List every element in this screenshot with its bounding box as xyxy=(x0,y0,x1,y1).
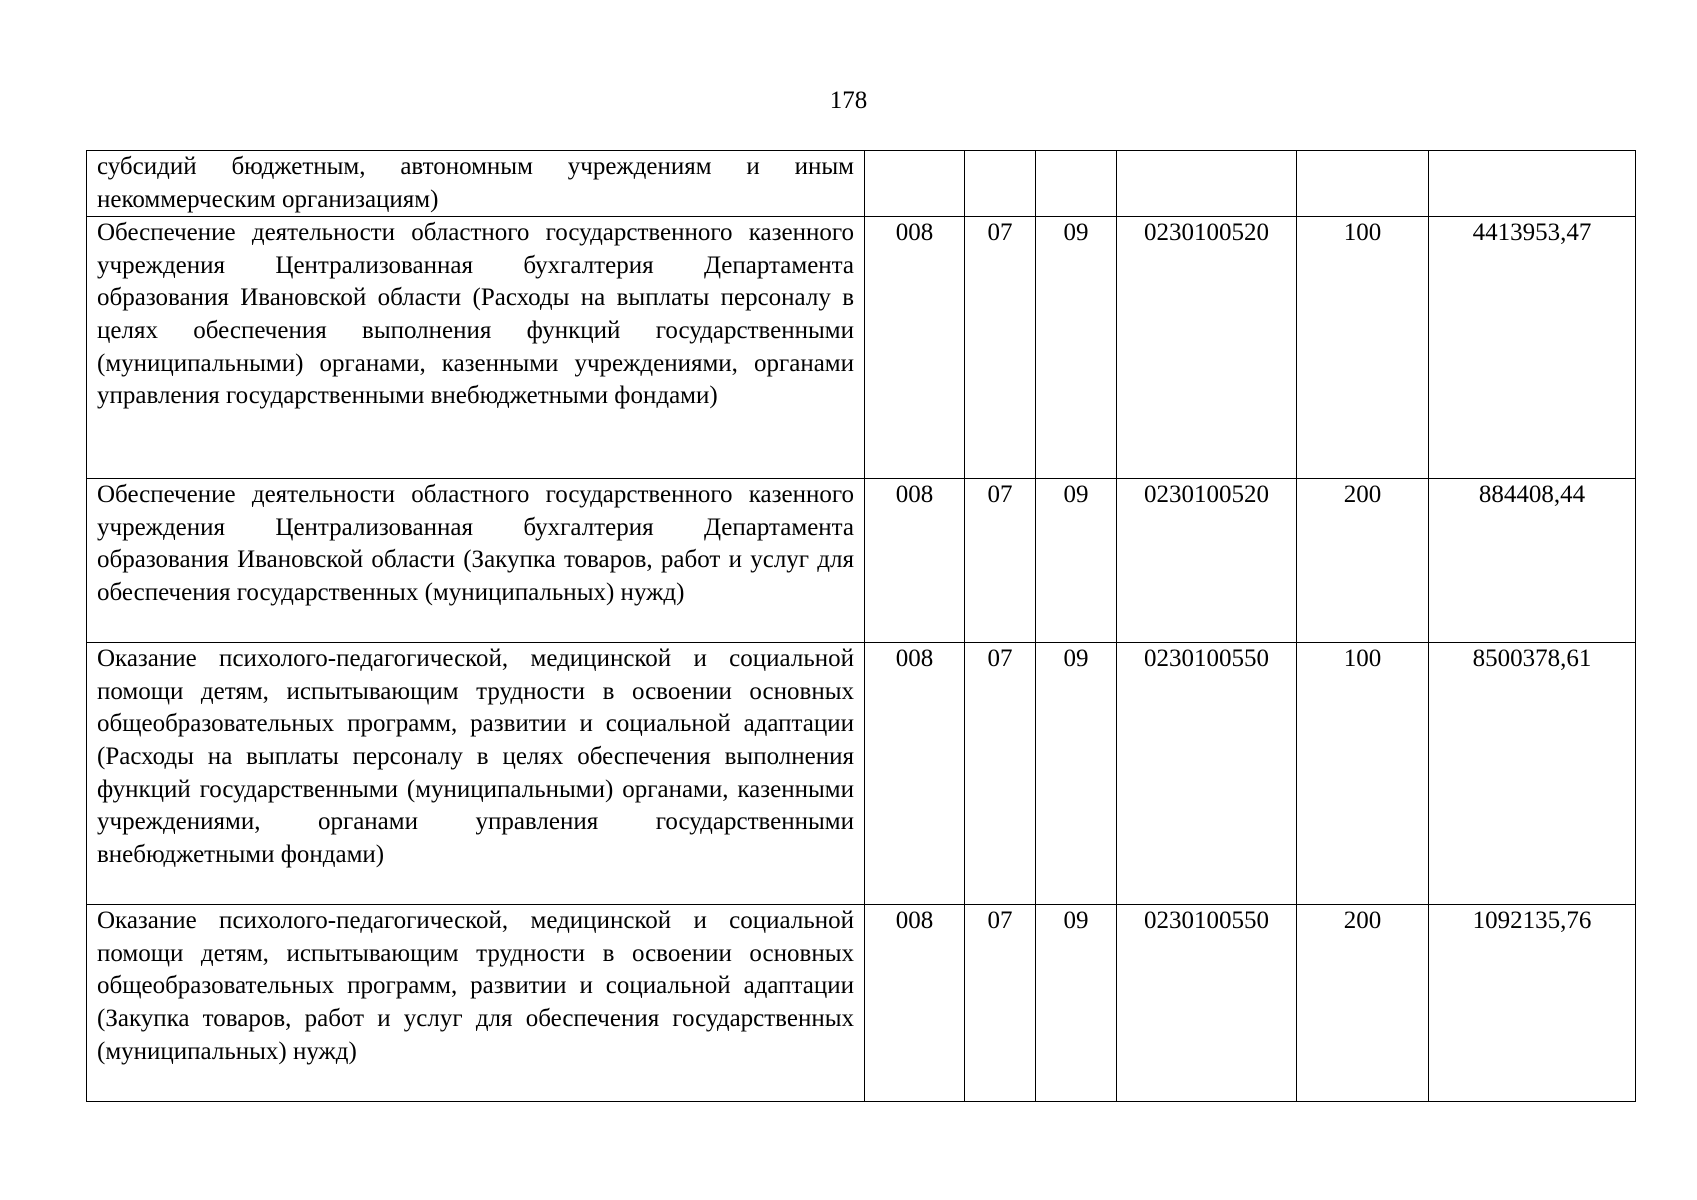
subsection-code: 09 xyxy=(1036,643,1117,905)
section-code: 07 xyxy=(965,905,1036,1102)
expense-type-code: 200 xyxy=(1297,905,1429,1102)
table-row xyxy=(87,643,1636,905)
row-description: Обеспечение деятельности областного государственного казенного учреждения Централизованная бухгалтерия Департамента образования Ивановской области (Расходы на выплаты персоналу в целях обеспечения выполнения функций государственными (муниципальными) органами, казенными учреждениями, органами управления государственными внебюджетными фондами) xyxy=(97,219,854,410)
target-article-code: 0230100520 xyxy=(1117,217,1297,479)
ministry-code: 008 xyxy=(865,479,965,643)
table-row xyxy=(87,479,1636,643)
expense-type-code: 100 xyxy=(1297,643,1429,905)
row-description-cell xyxy=(87,905,865,1102)
expense-type-code xyxy=(1297,151,1429,217)
section-code: 07 xyxy=(965,217,1036,479)
section-code: 07 xyxy=(965,643,1036,905)
subsection-code xyxy=(1036,151,1117,217)
target-article-code: 0230100520 xyxy=(1117,479,1297,643)
subsection-code: 09 xyxy=(1036,905,1117,1102)
expense-type-code: 200 xyxy=(1297,479,1429,643)
expense-type-code: 100 xyxy=(1297,217,1429,479)
row-description: Обеспечение деятельности областного государственного казенного учреждения Централизованная бухгалтерия Департамента образования Ивановской области (Закупка товаров, работ и услуг для обеспечения государственных (муниципальных) нужд) xyxy=(97,481,854,606)
row-description-cell xyxy=(87,643,865,905)
amount: 1092135,76 xyxy=(1429,905,1636,1102)
amount: 4413953,47 xyxy=(1429,217,1636,479)
section-code: 07 xyxy=(965,479,1036,643)
amount xyxy=(1429,151,1636,217)
subsection-code: 09 xyxy=(1036,217,1117,479)
row-description-cell xyxy=(87,479,865,643)
target-article-code xyxy=(1117,151,1297,217)
row-description: Оказание психолого-педагогической, медицинской и социальной помощи детям, испытывающим трудности в освоении основных общеобразовательных программ, развитии и социальной адаптации (Закупка товаров, работ и услуг для обеспечения государственных (муниципальных) нужд) xyxy=(97,907,854,1065)
ministry-code: 008 xyxy=(865,643,965,905)
budget-table xyxy=(86,150,1636,1102)
table-row xyxy=(87,151,1636,217)
subsection-code: 09 xyxy=(1036,479,1117,643)
row-description-cell xyxy=(87,151,865,217)
row-description: Оказание психолого-педагогической, медицинской и социальной помощи детям, испытывающим трудности в освоении основных общеобразовательных программ, развитии и социальной адаптации (Расходы на выплаты персоналу в целях обеспечения выполнения функций государственными (муниципальными) органами, казенными учреждениями, органами управления государственными внебюджетными фондами) xyxy=(97,645,854,868)
ministry-code: 008 xyxy=(865,905,965,1102)
row-description: субсидий бюджетным, автономным учреждениям и иным некоммерческим организациям) xyxy=(97,153,854,213)
ministry-code: 008 xyxy=(865,217,965,479)
section-code xyxy=(965,151,1036,217)
target-article-code: 0230100550 xyxy=(1117,905,1297,1102)
page-number: 178 xyxy=(829,87,868,114)
ministry-code xyxy=(865,151,965,217)
row-description-cell xyxy=(87,217,865,479)
target-article-code: 0230100550 xyxy=(1117,643,1297,905)
table-row xyxy=(87,217,1636,479)
amount: 884408,44 xyxy=(1429,479,1636,643)
table-row xyxy=(87,905,1636,1102)
amount: 8500378,61 xyxy=(1429,643,1636,905)
